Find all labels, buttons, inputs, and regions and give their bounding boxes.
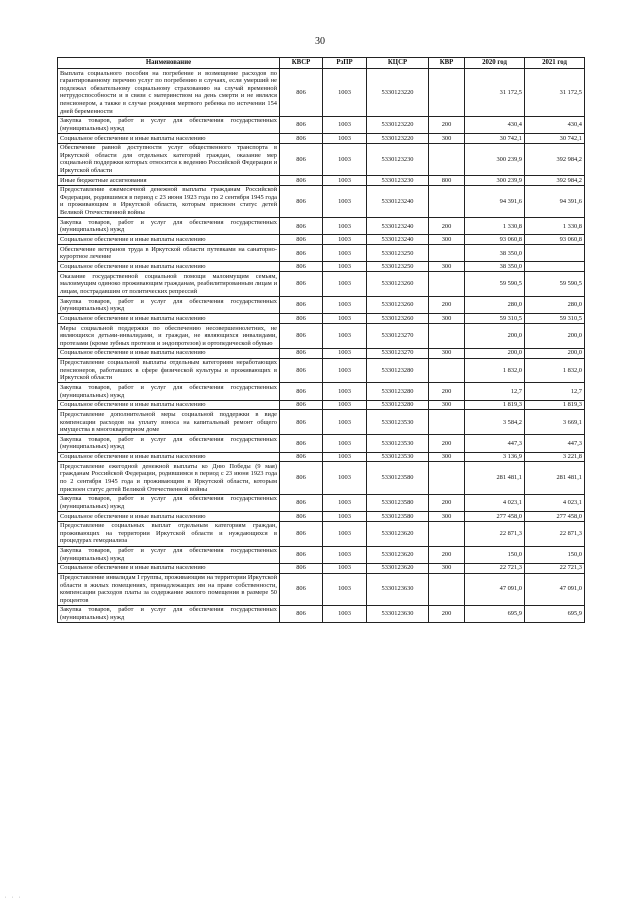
row-rzpr: 1003 <box>323 176 367 186</box>
row-kvsr: 806 <box>280 185 323 217</box>
scan-mark: · · · <box>4 895 22 901</box>
row-amount-2020: 1 832,0 <box>465 358 525 383</box>
row-kvr <box>429 521 465 546</box>
row-amount-2020: 22 721,3 <box>465 563 525 573</box>
row-name: Обеспечение ветеранов труда в Иркутской области путевками на санаторно-курортное лечение <box>58 245 280 262</box>
table-row <box>58 272 585 297</box>
header-kvr: КВР <box>429 58 465 69</box>
row-kvr: 300 <box>429 262 465 272</box>
row-rzpr: 1003 <box>323 297 367 314</box>
row-rzpr: 1003 <box>323 218 367 235</box>
row-amount-2020: 280,0 <box>465 297 525 314</box>
row-amount-2020: 300 239,9 <box>465 143 525 175</box>
row-name: Закупка товаров, работ и услуг для обеспечения государственных (муниципальных) нужд <box>58 218 280 235</box>
row-name: Закупка товаров, работ и услуг для обеспечения государственных (муниципальных) нужд <box>58 297 280 314</box>
row-rzpr: 1003 <box>323 358 367 383</box>
row-kcsr: 5330123580 <box>367 462 429 494</box>
row-rzpr: 1003 <box>323 494 367 511</box>
row-kvr <box>429 143 465 175</box>
table-row <box>58 218 585 235</box>
row-kvr: 300 <box>429 563 465 573</box>
row-amount-2021: 277 458,0 <box>525 511 585 521</box>
row-rzpr: 1003 <box>323 435 367 452</box>
row-name: Закупка товаров, работ и услуг для обеспечения государственных (муниципальных) нужд <box>58 116 280 133</box>
row-name: Закупка товаров, работ и услуг для обеспечения государственных (муниципальных) нужд <box>58 435 280 452</box>
row-rzpr: 1003 <box>323 573 367 605</box>
row-kvr <box>429 185 465 217</box>
row-kvr: 200 <box>429 494 465 511</box>
row-name: Предоставление ежемесячной денежной выплаты гражданам Российской Федерации, родившимся в период с 23 июня 1923 года по 2 сентября 1945 года и проживающим в Иркутской области, которым присвоен статус детей Великой Отечественной войны <box>58 185 280 217</box>
row-name: Предоставление инвалидам I группы, проживающим на территории Иркутской области в жилых помещениях, принадлежащих им на праве собственности, компенсации расходов платы за содержание жилого помещения в размере 50 процентов <box>58 573 280 605</box>
row-rzpr: 1003 <box>323 235 367 245</box>
row-amount-2021: 3 669,1 <box>525 410 585 435</box>
row-kcsr: 5330123620 <box>367 563 429 573</box>
row-amount-2020: 12,7 <box>465 383 525 400</box>
row-kvsr: 806 <box>280 383 323 400</box>
header-name: Наименование <box>58 58 280 69</box>
row-kcsr: 5330123530 <box>367 435 429 452</box>
row-kvr <box>429 69 465 116</box>
row-kvsr: 806 <box>280 511 323 521</box>
table-row <box>58 235 585 245</box>
row-rzpr: 1003 <box>323 511 367 521</box>
row-amount-2021: 150,0 <box>525 546 585 563</box>
row-rzpr: 1003 <box>323 272 367 297</box>
row-kvsr: 806 <box>280 452 323 462</box>
row-kcsr: 5330123240 <box>367 235 429 245</box>
row-kvr: 300 <box>429 348 465 358</box>
table-row <box>58 176 585 186</box>
row-amount-2020: 430,4 <box>465 116 525 133</box>
row-kvr: 800 <box>429 176 465 186</box>
row-kvr: 200 <box>429 435 465 452</box>
table-row <box>58 511 585 521</box>
row-kcsr: 5330123630 <box>367 573 429 605</box>
row-amount-2020: 695,9 <box>465 605 525 622</box>
table-row <box>58 573 585 605</box>
row-name: Социальное обеспечение и иные выплаты населению <box>58 133 280 143</box>
row-amount-2020: 200,0 <box>465 348 525 358</box>
row-kcsr: 5330123620 <box>367 546 429 563</box>
row-kvsr: 806 <box>280 573 323 605</box>
row-amount-2020: 94 391,6 <box>465 185 525 217</box>
row-amount-2021: 200,0 <box>525 348 585 358</box>
row-name: Социальное обеспечение и иные выплаты населению <box>58 235 280 245</box>
row-amount-2021: 1 330,8 <box>525 218 585 235</box>
row-amount-2021: 94 391,6 <box>525 185 585 217</box>
header-2020: 2020 год <box>465 58 525 69</box>
table-body <box>58 69 585 623</box>
row-kvsr: 806 <box>280 546 323 563</box>
row-rzpr: 1003 <box>323 185 367 217</box>
row-amount-2021: 447,3 <box>525 435 585 452</box>
row-kvr: 300 <box>429 314 465 324</box>
row-kvsr: 806 <box>280 69 323 116</box>
table-row <box>58 324 585 349</box>
row-amount-2021: 4 023,1 <box>525 494 585 511</box>
row-amount-2020: 300 239,9 <box>465 176 525 186</box>
table-row <box>58 133 585 143</box>
row-kcsr: 5330123620 <box>367 521 429 546</box>
row-rzpr: 1003 <box>323 605 367 622</box>
row-amount-2021 <box>525 262 585 272</box>
row-rzpr: 1003 <box>323 314 367 324</box>
row-kcsr: 5330123230 <box>367 176 429 186</box>
row-amount-2020: 30 742,1 <box>465 133 525 143</box>
row-amount-2020: 59 310,5 <box>465 314 525 324</box>
row-amount-2021: 22 721,3 <box>525 563 585 573</box>
row-kvr: 200 <box>429 383 465 400</box>
row-amount-2020: 200,0 <box>465 324 525 349</box>
row-amount-2020: 1 330,8 <box>465 218 525 235</box>
row-rzpr: 1003 <box>323 462 367 494</box>
table-row <box>58 245 585 262</box>
row-kvr: 200 <box>429 546 465 563</box>
row-amount-2021: 59 310,5 <box>525 314 585 324</box>
table-row <box>58 400 585 410</box>
row-amount-2021: 392 984,2 <box>525 143 585 175</box>
row-kvr <box>429 245 465 262</box>
row-kvsr: 806 <box>280 245 323 262</box>
table-row <box>58 348 585 358</box>
row-amount-2021: 430,4 <box>525 116 585 133</box>
row-rzpr: 1003 <box>323 410 367 435</box>
row-amount-2021: 31 172,5 <box>525 69 585 116</box>
table-row <box>58 462 585 494</box>
row-kvr: 200 <box>429 297 465 314</box>
row-amount-2020: 1 819,3 <box>465 400 525 410</box>
row-kcsr: 5330123580 <box>367 494 429 511</box>
row-kcsr: 5330123260 <box>367 314 429 324</box>
row-amount-2020: 31 172,5 <box>465 69 525 116</box>
table-row <box>58 116 585 133</box>
row-kvsr: 806 <box>280 218 323 235</box>
row-kvsr: 806 <box>280 324 323 349</box>
row-name: Социальное обеспечение и иные выплаты населению <box>58 262 280 272</box>
row-name: Закупка товаров, работ и услуг для обеспечения государственных (муниципальных) нужд <box>58 546 280 563</box>
row-name: Социальное обеспечение и иные выплаты населению <box>58 563 280 573</box>
row-amount-2020: 38 350,0 <box>465 262 525 272</box>
row-amount-2021: 392 984,2 <box>525 176 585 186</box>
row-amount-2020: 281 481,1 <box>465 462 525 494</box>
row-rzpr: 1003 <box>323 521 367 546</box>
row-kcsr: 5330123280 <box>367 400 429 410</box>
row-rzpr: 1003 <box>323 116 367 133</box>
row-name: Оказание государственной социальной помощи малоимущим семьям, малоимущим одиноко проживающим гражданам, реабилитированным лицам и лицам, пострадавшим от политических репрессий <box>58 272 280 297</box>
row-kcsr: 5330123260 <box>367 297 429 314</box>
row-amount-2021: 47 091,0 <box>525 573 585 605</box>
header-2021: 2021 год <box>525 58 585 69</box>
table-row <box>58 410 585 435</box>
table-row <box>58 314 585 324</box>
row-rzpr: 1003 <box>323 69 367 116</box>
row-kvr: 200 <box>429 605 465 622</box>
table-row <box>58 185 585 217</box>
row-name: Обеспечение равной доступности услуг общественного транспорта в Иркутской области для отдельных категорий граждан, оказание мер социальной поддержки которых относится к ведению Российской Федерации и Иркутской области <box>58 143 280 175</box>
row-rzpr: 1003 <box>323 324 367 349</box>
row-name: Закупка товаров, работ и услуг для обеспечения государственных (муниципальных) нужд <box>58 494 280 511</box>
row-name: Меры социальной поддержки по обеспечению несовершеннолетних, не являющихся детьми-инвалидами, и граждан, не являющихся инвалидами, протезами (кроме зубных протезов и эндопротезов) и ортопедической обувью <box>58 324 280 349</box>
row-kvr: 300 <box>429 452 465 462</box>
table-row <box>58 297 585 314</box>
row-name: Выплата социального пособия на погребение и возмещение расходов по гарантированному перечню услуг по погребению в случаях, если умерший не подлежал обязательному социальному страхованию на случай временной нетрудоспособности и в связи с материнством на день смерти и не являлся пенсионером, а также в случае рождения мертвого ребенка по истечении 154 дней беременности <box>58 69 280 116</box>
row-kcsr: 5330123250 <box>367 262 429 272</box>
row-kvsr: 806 <box>280 116 323 133</box>
row-kcsr: 5330123280 <box>367 358 429 383</box>
row-kvr: 300 <box>429 511 465 521</box>
table-row <box>58 435 585 452</box>
row-rzpr: 1003 <box>323 262 367 272</box>
row-kvsr: 806 <box>280 605 323 622</box>
row-kcsr: 5330123220 <box>367 69 429 116</box>
row-kvsr: 806 <box>280 176 323 186</box>
table-row <box>58 143 585 175</box>
row-kvr: 200 <box>429 116 465 133</box>
row-rzpr: 1003 <box>323 245 367 262</box>
row-amount-2020: 47 091,0 <box>465 573 525 605</box>
row-amount-2020: 59 590,5 <box>465 272 525 297</box>
table-row <box>58 546 585 563</box>
row-kcsr: 5330123260 <box>367 272 429 297</box>
row-kvr <box>429 358 465 383</box>
row-kcsr: 5330123240 <box>367 218 429 235</box>
row-rzpr: 1003 <box>323 133 367 143</box>
row-rzpr: 1003 <box>323 348 367 358</box>
row-amount-2021 <box>525 245 585 262</box>
row-kvsr: 806 <box>280 348 323 358</box>
row-kvsr: 806 <box>280 358 323 383</box>
table-row <box>58 494 585 511</box>
table-row <box>58 452 585 462</box>
header-rzpr: РзПР <box>323 58 367 69</box>
row-name: Предоставление ежегодной денежной выплаты ко Дню Победы (9 мая) гражданам Российской Федерации, родившимся в период с 23 июня 1923 года по 2 сентября 1945 года и проживающим в Иркутской области, которым присвоен статус детей Великой Отечественной войны <box>58 462 280 494</box>
row-rzpr: 1003 <box>323 546 367 563</box>
row-kvsr: 806 <box>280 314 323 324</box>
header-kvsr: КВСР <box>280 58 323 69</box>
table-row <box>58 262 585 272</box>
row-name: Предоставление социальной выплаты отдельным категориям неработающих пенсионеров, работавших в сфере физической культуры и проживающих в Иркутской области <box>58 358 280 383</box>
row-rzpr: 1003 <box>323 563 367 573</box>
table-row <box>58 521 585 546</box>
row-name: Социальное обеспечение и иные выплаты населению <box>58 400 280 410</box>
row-kvsr: 806 <box>280 262 323 272</box>
row-kvr: 300 <box>429 235 465 245</box>
header-kcsr: КЦСР <box>367 58 429 69</box>
row-amount-2020: 447,3 <box>465 435 525 452</box>
row-amount-2021: 281 481,1 <box>525 462 585 494</box>
row-amount-2021: 3 221,8 <box>525 452 585 462</box>
row-kvsr: 806 <box>280 235 323 245</box>
row-kvsr: 806 <box>280 521 323 546</box>
row-kcsr: 5330123230 <box>367 143 429 175</box>
table-header-row <box>58 58 585 69</box>
row-kcsr: 5330123240 <box>367 185 429 217</box>
row-name: Социальное обеспечение и иные выплаты населению <box>58 511 280 521</box>
row-name: Социальное обеспечение и иные выплаты населению <box>58 314 280 324</box>
table-row <box>58 69 585 116</box>
row-amount-2020: 277 458,0 <box>465 511 525 521</box>
row-kvr: 300 <box>429 133 465 143</box>
row-name: Предоставление дополнительной меры социальной поддержки в виде компенсации расходов на уплату взноса на капитальный ремонт общего имущества в многоквартирном доме <box>58 410 280 435</box>
row-amount-2021: 695,9 <box>525 605 585 622</box>
row-rzpr: 1003 <box>323 383 367 400</box>
row-kcsr: 5330123280 <box>367 383 429 400</box>
row-kvsr: 806 <box>280 143 323 175</box>
row-rzpr: 1003 <box>323 400 367 410</box>
page-number: 30 <box>315 36 325 47</box>
row-kvsr: 806 <box>280 410 323 435</box>
row-amount-2020: 3 584,2 <box>465 410 525 435</box>
row-amount-2021: 1 832,0 <box>525 358 585 383</box>
row-amount-2021: 93 060,8 <box>525 235 585 245</box>
row-kvsr: 806 <box>280 494 323 511</box>
row-name: Закупка товаров, работ и услуг для обеспечения государственных (муниципальных) нужд <box>58 605 280 622</box>
row-kcsr: 5330123270 <box>367 348 429 358</box>
table-row <box>58 563 585 573</box>
row-kvsr: 806 <box>280 400 323 410</box>
row-amount-2020: 4 023,1 <box>465 494 525 511</box>
row-kvr <box>429 573 465 605</box>
row-kvsr: 806 <box>280 563 323 573</box>
row-kvr <box>429 410 465 435</box>
row-amount-2021: 280,0 <box>525 297 585 314</box>
row-kcsr: 5330123220 <box>367 116 429 133</box>
row-amount-2021: 1 819,3 <box>525 400 585 410</box>
table-row <box>58 605 585 622</box>
row-amount-2020: 22 871,3 <box>465 521 525 546</box>
row-kcsr: 5330123530 <box>367 410 429 435</box>
row-kvr <box>429 324 465 349</box>
row-amount-2021: 59 590,5 <box>525 272 585 297</box>
row-name: Иные бюджетные ассигнования <box>58 176 280 186</box>
row-kvsr: 806 <box>280 297 323 314</box>
row-amount-2020: 150,0 <box>465 546 525 563</box>
row-kcsr: 5330123250 <box>367 245 429 262</box>
row-kvsr: 806 <box>280 435 323 452</box>
row-rzpr: 1003 <box>323 452 367 462</box>
table-row <box>58 383 585 400</box>
row-kcsr: 5330123270 <box>367 324 429 349</box>
row-name: Закупка товаров, работ и услуг для обеспечения государственных (муниципальных) нужд <box>58 383 280 400</box>
table-row <box>58 358 585 383</box>
row-kvr <box>429 462 465 494</box>
row-kcsr: 5330123530 <box>367 452 429 462</box>
row-amount-2021: 200,0 <box>525 324 585 349</box>
row-name: Социальное обеспечение и иные выплаты населению <box>58 452 280 462</box>
row-amount-2021: 12,7 <box>525 383 585 400</box>
row-rzpr: 1003 <box>323 143 367 175</box>
row-amount-2020: 38 350,0 <box>465 245 525 262</box>
row-kvsr: 806 <box>280 462 323 494</box>
row-name: Социальное обеспечение и иные выплаты населению <box>58 348 280 358</box>
row-amount-2021: 22 871,3 <box>525 521 585 546</box>
row-amount-2020: 3 136,9 <box>465 452 525 462</box>
row-kcsr: 5330123580 <box>367 511 429 521</box>
row-kvsr: 806 <box>280 133 323 143</box>
budget-table <box>57 57 585 623</box>
row-kvr <box>429 272 465 297</box>
row-amount-2021: 30 742,1 <box>525 133 585 143</box>
row-kvsr: 806 <box>280 272 323 297</box>
row-amount-2020: 93 060,8 <box>465 235 525 245</box>
row-kvr: 300 <box>429 400 465 410</box>
row-kcsr: 5330123630 <box>367 605 429 622</box>
row-kcsr: 5330123220 <box>367 133 429 143</box>
row-kvr: 200 <box>429 218 465 235</box>
row-name: Предоставление социальных выплат отдельным категориям граждан, проживающих на территории Иркутской области и нуждающихся в процедурах гемодиализа <box>58 521 280 546</box>
